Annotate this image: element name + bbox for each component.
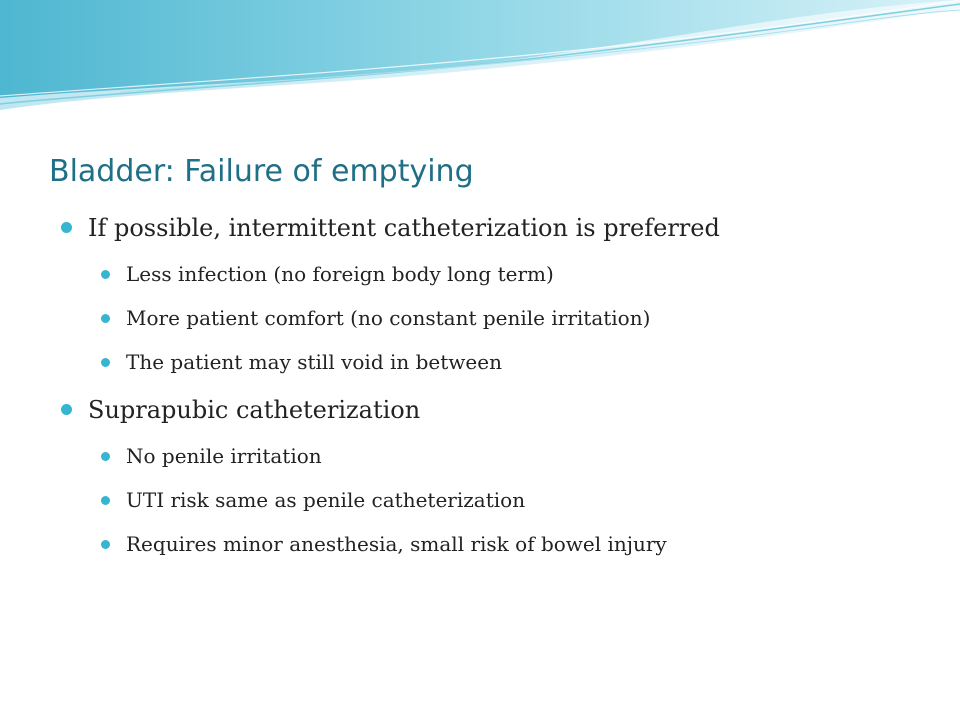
sub-bullet-item — [98, 340, 940, 384]
sub-bullet-dot-icon — [101, 452, 110, 461]
sub-bullet-list — [88, 434, 940, 566]
sub-bullet-list — [88, 252, 940, 384]
bullet-text: Suprapubic catheterization — [88, 396, 421, 424]
wave-front — [0, 0, 960, 98]
sub-bullet-dot-icon — [101, 496, 110, 505]
sub-bullet-item — [98, 252, 940, 296]
bullet-text: If possible, intermittent catheterization is preferred — [88, 214, 720, 242]
sub-bullet-item — [98, 522, 940, 566]
sub-bullet-dot-icon — [101, 270, 110, 279]
sub-bullet-dot-icon — [101, 314, 110, 323]
bullet-item — [60, 206, 940, 384]
sub-bullet-item — [98, 434, 940, 478]
slide-title: Bladder: Failure of emptying — [49, 154, 474, 189]
sub-bullet-text: UTI risk same as penile catheterization — [126, 488, 526, 512]
sub-bullet-item — [98, 478, 940, 522]
sub-bullet-dot-icon — [101, 358, 110, 367]
sub-bullet-text: No penile irritation — [126, 444, 322, 468]
sub-bullet-text: Less infection (no foreign body long term) — [126, 262, 554, 286]
sub-bullet-dot-icon — [101, 540, 110, 549]
bullet-dot-icon — [61, 404, 72, 415]
bullet-list — [60, 206, 940, 566]
bullet-dot-icon — [61, 222, 72, 233]
sub-bullet-item — [98, 296, 940, 340]
bullet-item — [60, 388, 940, 566]
sub-bullet-text: The patient may still void in between — [126, 350, 502, 374]
sub-bullet-text: Requires minor anesthesia, small risk of bowel injury — [126, 532, 667, 556]
sub-bullet-text: More patient comfort (no constant penile irritation) — [126, 306, 651, 330]
wave-header-decoration — [0, 0, 960, 150]
